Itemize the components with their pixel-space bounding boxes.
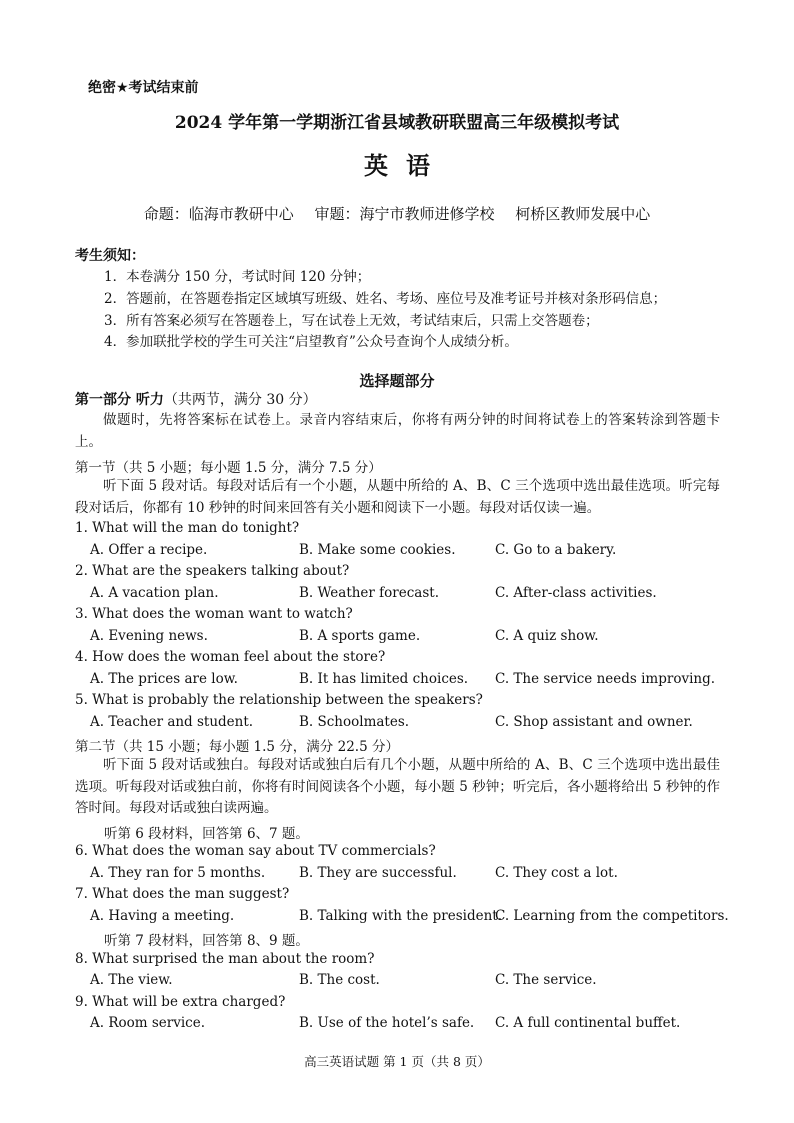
option-c: C. Go to a bakery.	[495, 542, 617, 558]
notice-item: 4．参加联批学校的学生可关注“启望教育”公众号查询个人成绩分析。	[104, 334, 518, 350]
part1-intro: 做题时，先将答案标在试卷上。录音内容结束后，你将有两分钟的时间将试卷上的答案转涂到答题卡上。	[75, 412, 720, 450]
section1-intro: 听下面 5 段对话。每段对话后有一个小题，从题中所给的 A、B、C 三个选项中选出最佳选项。听完每段对话后，你都有 10 秒钟的时间来回答有关小题和阅读下一小题。每段对话仅读一遍。	[75, 478, 720, 516]
option-a: A. Teacher and student.	[90, 714, 254, 730]
notice-item: 1．本卷满分 150 分，考试时间 120 分钟；	[104, 269, 371, 285]
section2-title: 第二节（共 15 小题；每小题 1.5 分，满分 22.5 分）	[75, 739, 399, 755]
material-7-note: 听第 7 段材料，回答第 8、9 题。	[104, 933, 309, 949]
authors-line	[0, 203, 794, 224]
option-b: B. It has limited choices.	[299, 671, 469, 687]
notice-item: 3．所有答案必须写在答题卷上，写在试卷上无效，考试结束后，只需上交答题卷；	[104, 313, 599, 329]
notice-heading: 考生须知：	[75, 248, 145, 264]
option-a: A. Offer a recipe.	[90, 542, 208, 558]
option-a: A. Room service.	[90, 1015, 206, 1031]
option-c: C. The service.	[495, 972, 597, 988]
option-b: B. They are successful.	[299, 865, 457, 881]
question-3: 3. What does the woman want to watch?	[75, 606, 353, 622]
option-c: C. The service needs improving.	[495, 671, 716, 687]
option-c: C. A quiz show.	[495, 628, 599, 644]
author-reviewer-2: 柯桥区教师发展中心	[515, 205, 651, 223]
option-a: A. The prices are low.	[90, 671, 238, 687]
option-c: C. Learning from the competitors.	[495, 908, 729, 924]
section-title: 选择题部分	[359, 372, 435, 390]
option-a: A. A vacation plan.	[90, 585, 219, 601]
part1-title-main: 第一部分 听力	[75, 392, 164, 408]
option-c: C. After-class activities.	[495, 585, 657, 601]
exam-title: 2024 学年第一学期浙江省县域教研联盟高三年级模拟考试	[174, 113, 620, 133]
author-reviewer: 审题：海宁市教师进修学校	[314, 205, 495, 223]
option-b: B. Weather forecast.	[299, 585, 439, 601]
notice-item: 2．答题前，在答题卷指定区域填写班级、姓名、考场、座位号及准考证号并核对条形码信息；	[104, 291, 667, 307]
part1-title-note: （共两节，满分 30 分）	[163, 392, 317, 408]
option-b: B. A sports game.	[299, 628, 421, 644]
section2-intro: 听下面 5 段对话或独白。每段对话或独白后有几个小题，从题中所给的 A、B、C 三个选项中选出最佳选项。听每段对话或独白前，你将有时间阅读各个小题，每小题 5 秒钟；听完后，各小题将给出 5 秒钟的作答时间。每段对话或独白读两遍。	[75, 757, 720, 816]
question-9: 9. What will be extra charged?	[75, 994, 286, 1010]
question-5: 5. What is probably the relationship between the speakers?	[75, 692, 483, 708]
option-c: C. A full continental buffet.	[495, 1015, 681, 1031]
page-footer: 高三英语试题 第 1 页（共 8 页）	[304, 1054, 490, 1069]
option-c: C. Shop assistant and owner.	[495, 714, 693, 730]
option-b: B. The cost.	[299, 972, 380, 988]
question-4: 4. How does the woman feel about the store?	[75, 649, 386, 665]
question-2: 2. What are the speakers talking about?	[75, 563, 350, 579]
option-b: B. Make some cookies.	[299, 542, 456, 558]
confidential-label: 绝密★考试结束前	[88, 80, 199, 96]
option-c: C. They cost a lot.	[495, 865, 618, 881]
question-6: 6. What does the woman say about TV commercials?	[75, 843, 436, 859]
option-b: B. Use of the hotel’s safe.	[299, 1015, 475, 1031]
option-a: A. They ran for 5 months.	[90, 865, 266, 881]
question-8: 8. What surprised the man about the room?	[75, 951, 375, 967]
author-setter: 命题：临海市教研中心	[143, 205, 294, 223]
question-7: 7. What does the man suggest?	[75, 886, 290, 902]
subject-title: 英语	[364, 151, 448, 180]
material-6-note: 听第 6 段材料，回答第 6、7 题。	[104, 826, 309, 842]
option-b: B. Schoolmates.	[299, 714, 410, 730]
question-1: 1. What will the man do tonight?	[75, 520, 300, 536]
option-a: A. Evening news.	[90, 628, 208, 644]
option-b: B. Talking with the president.	[299, 908, 503, 924]
option-a: A. The view.	[90, 972, 173, 988]
part1-title	[75, 389, 317, 409]
section1-title: 第一节（共 5 小题；每小题 1.5 分，满分 7.5 分）	[75, 460, 382, 476]
option-a: A. Having a meeting.	[90, 908, 235, 924]
